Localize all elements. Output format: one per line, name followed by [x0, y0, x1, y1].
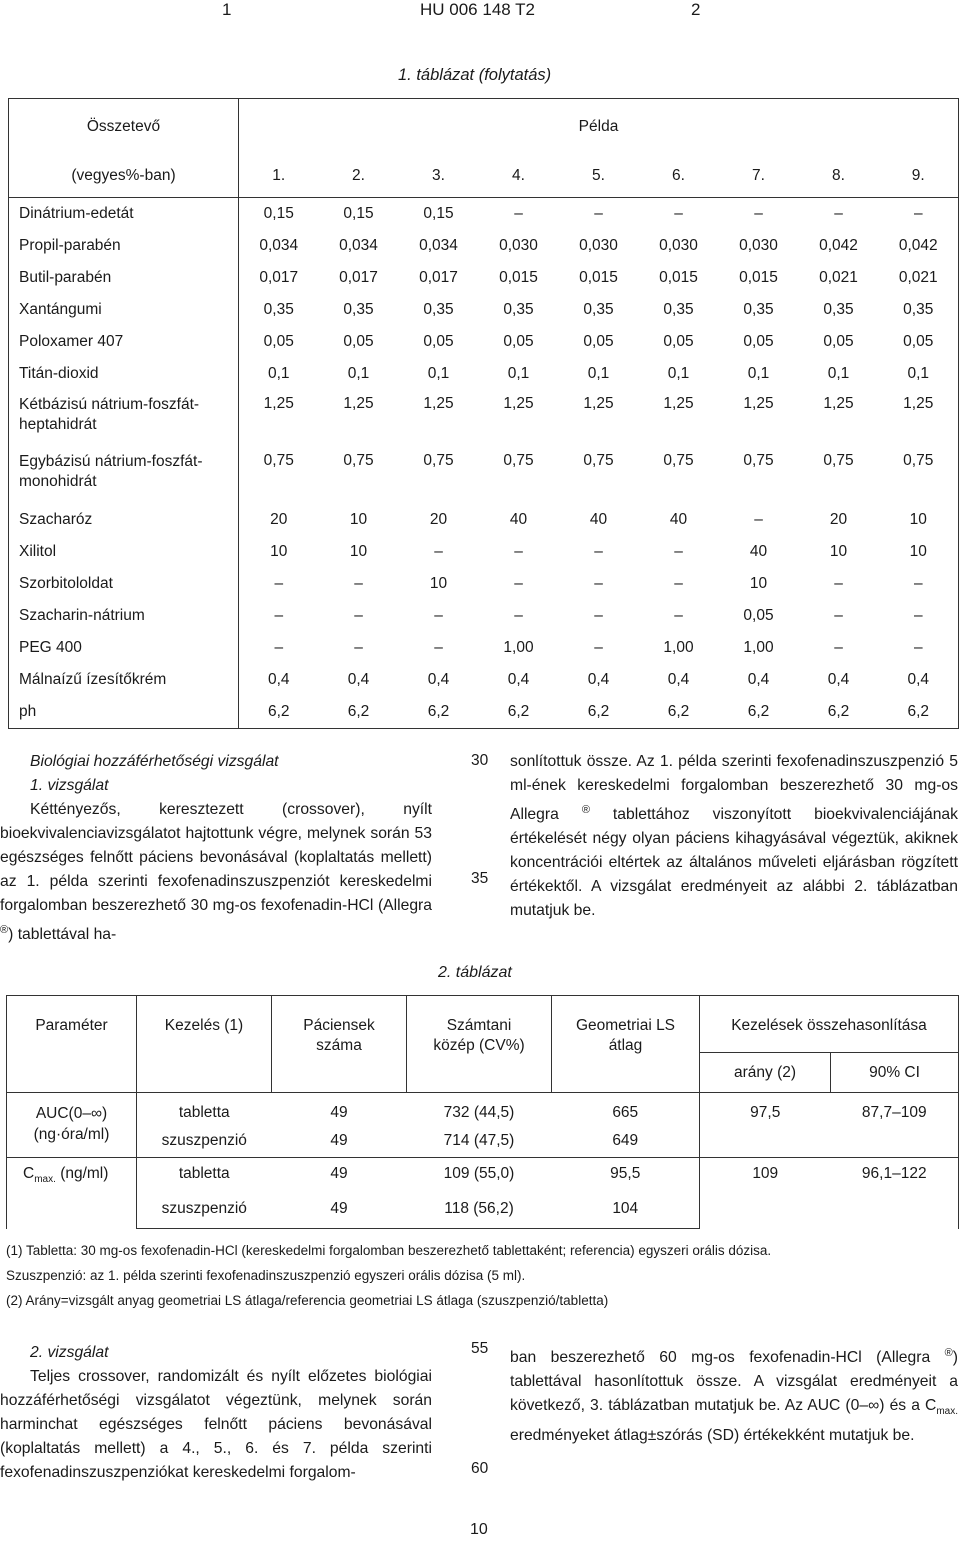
table-cell: 0,75 — [423, 452, 454, 469]
table-cell: 6,2 — [719, 696, 799, 729]
auc-label: AUC(0–∞) (ng·óra/ml) — [7, 1093, 137, 1158]
table-cell: 1,25 — [823, 395, 854, 412]
ratio-header: arány (2) — [700, 1053, 831, 1093]
ingredient-name: Málnaízű ízesítőkrém — [9, 664, 239, 696]
table-cell: 40 — [749, 543, 768, 560]
footnote-1b: Szuszpenzió: az 1. példa szerinti fexofenadinszuszpenzió egyszeri orális dózisa (5 ml). — [6, 1268, 526, 1283]
table-row — [9, 504, 959, 536]
table-cell: – — [754, 205, 763, 222]
table-cell: 0,4 — [879, 664, 959, 696]
table-cell: 0,017 — [259, 269, 299, 286]
section1-subheading: 1. vizsgálat — [30, 777, 109, 794]
table-cell: 1,00 — [663, 639, 694, 656]
table-cell: 0,1 — [667, 365, 690, 382]
table-cell: 6,2 — [239, 696, 319, 729]
table-cell: 1,25 — [343, 395, 374, 412]
table-cell: – — [354, 575, 363, 592]
table-cell: 1,25 — [263, 395, 294, 412]
table-cell: 0,030 — [739, 237, 778, 254]
ingredient-column-header: Összetevő — [9, 99, 239, 155]
table-cell: – — [674, 607, 683, 624]
arithmetic-mean-header: Számtani közép (CV%) — [407, 996, 552, 1093]
ci-header: 90% CI — [831, 1053, 959, 1093]
table-cell: 0,05 — [503, 333, 534, 350]
table-row — [9, 358, 959, 390]
table-cell: – — [514, 575, 523, 592]
example-number-header: 2. — [319, 154, 399, 198]
table-cell: 732 (44,5) — [407, 1093, 552, 1125]
table-cell: 0,1 — [587, 365, 610, 382]
param-header: Paraméter — [7, 996, 137, 1093]
table-cell: 95,5 — [552, 1158, 700, 1191]
section2-left-column — [0, 1341, 432, 1485]
example-group-header: Példa — [239, 99, 959, 155]
table-cell: 6,2 — [479, 696, 559, 729]
table-cell: 1,25 — [583, 395, 614, 412]
line-number-60: 60 — [471, 1460, 489, 1477]
table-cell: – — [674, 575, 683, 592]
table-cell: 49 — [272, 1093, 407, 1125]
table-cell: 0,4 — [827, 671, 850, 688]
table-cell: 6,2 — [639, 696, 719, 729]
table-cell: 10 — [879, 504, 959, 536]
table-cell: 0,05 — [663, 333, 694, 350]
table-cell: – — [674, 205, 683, 222]
table-cell: 0,034 — [339, 237, 378, 254]
table-cell: 649 — [552, 1125, 700, 1158]
table-cell: 49 — [330, 1131, 348, 1149]
example-number-header: 8. — [799, 154, 879, 198]
table-cell: 0,4 — [587, 671, 610, 688]
table-cell: – — [594, 607, 603, 624]
cmax-label: $C_{max.}$ (ng/ml) — [7, 1158, 137, 1229]
table-cell: 0,034 — [419, 237, 458, 254]
table-row — [9, 198, 959, 231]
table-cell: 10 — [429, 575, 448, 592]
table-cell: 10 — [349, 511, 368, 528]
table-cell: – — [879, 632, 959, 664]
table-cell: 0,05 — [263, 333, 294, 350]
table-cell: 1,25 — [503, 395, 534, 412]
line-number-35: 35 — [471, 870, 489, 887]
table-cell: 6,2 — [559, 696, 639, 729]
table-cell: 109 — [700, 1158, 831, 1229]
table-cell: 10 — [879, 536, 959, 568]
table-cell: 87,7–109 — [831, 1093, 959, 1158]
table-cell: 665 — [552, 1093, 700, 1125]
table-cell: – — [514, 543, 523, 560]
table-row — [9, 230, 959, 262]
table-cell: 0,05 — [343, 333, 374, 350]
example-number-header: 1. — [239, 154, 319, 198]
table-cell: 0,15 — [423, 205, 454, 222]
table-row — [9, 536, 959, 568]
table-cell: 0,4 — [747, 671, 770, 688]
example-number-header: 9. — [879, 154, 959, 198]
table-row — [9, 326, 959, 358]
table-cell: szuszpenzió — [161, 1131, 247, 1149]
ingredient-name: Titán-dioxid — [9, 358, 239, 390]
table-cell: 0,75 — [823, 452, 854, 469]
table-cell: 0,030 — [659, 237, 698, 254]
table-cell: 0,35 — [263, 301, 294, 318]
table-cell: 1,25 — [743, 395, 774, 412]
table-cell: 0,35 — [823, 301, 854, 318]
ingredient-name: Propil-parabén — [9, 230, 239, 262]
table-cell: 0,042 — [879, 230, 959, 262]
page-number: 10 — [470, 1521, 488, 1538]
table-cell: 0,75 — [263, 452, 294, 469]
table-cell: 0,75 — [343, 452, 374, 469]
treatment-header: Kezelés (1) — [137, 996, 272, 1093]
table-cell: 0,35 — [663, 301, 694, 318]
comparison-header: Kezelések összehasonlítása — [700, 996, 959, 1053]
table-cell: 0,35 — [743, 301, 774, 318]
table-row — [9, 696, 959, 729]
table-cell: – — [274, 607, 284, 624]
table-row — [9, 600, 959, 632]
table-cell: 10 — [829, 543, 848, 560]
table-cell: 0,75 — [583, 452, 614, 469]
table-cell: – — [834, 205, 843, 222]
table-cell: 109 (55,0) — [407, 1158, 552, 1191]
table-cell: 0,75 — [663, 452, 694, 469]
ingredient-name: Xantángumi — [9, 294, 239, 326]
example-number-header: 7. — [719, 154, 799, 198]
table-cell: – — [879, 568, 959, 600]
table-cell: 0,05 — [743, 607, 774, 624]
table-cell: 10 — [270, 543, 288, 560]
table-cell: 104 — [552, 1191, 700, 1229]
table-cell: 49 — [272, 1191, 407, 1229]
ingredient-name: Szorbitololdat — [9, 568, 239, 600]
table-cell: 6,2 — [319, 696, 399, 729]
table-cell: – — [674, 543, 683, 560]
table-cell: 1,00 — [503, 639, 534, 656]
table-cell: 0,05 — [423, 333, 454, 350]
section1-left-paragraph: Kéttényezős, keresztezett (crossover), nyílt bioekvivalenciavizsgálatot hajtottunk végre, melynek során 53 egészséges felnőtt páciens bevonásával (koplaltatás mellett) az 1. példa szerinti fexofenadinszuszpenziót kereskedelmi forgalomban beszerezhető 30 mg-os fexofenadin-HCl (Allegra ®) tablettával ha- — [0, 801, 432, 944]
table-cell: 0,1 — [827, 365, 850, 382]
table-cell: 0,1 — [507, 365, 530, 382]
table-cell: 0,015 — [499, 269, 538, 286]
table-cell: – — [514, 607, 523, 624]
table-cell: 0,4 — [507, 671, 530, 688]
table-cell: 0,017 — [339, 269, 378, 286]
table-row — [9, 294, 959, 326]
table-cell: 97,5 — [700, 1093, 831, 1158]
table-cell: 0,034 — [259, 237, 299, 254]
table-cell: 0,75 — [743, 452, 774, 469]
table-cell: 0,021 — [819, 269, 858, 286]
ingredient-name: Kétbázisú nátrium-foszfát-heptahidrát — [9, 390, 239, 447]
table-cell: 0,1 — [267, 365, 290, 382]
header-left-number: 1 — [222, 0, 232, 19]
table-row — [9, 262, 959, 294]
table-cell: – — [594, 639, 603, 656]
example-number-header: 5. — [559, 154, 639, 198]
table-cell: – — [879, 600, 959, 632]
table-cell: 0,05 — [583, 333, 614, 350]
table-cell: 0,1 — [747, 365, 770, 382]
table-cell: 0,021 — [879, 262, 959, 294]
table-cell: 0,015 — [659, 269, 698, 286]
example-number-header: 3. — [399, 154, 479, 198]
table-cell: 20 — [829, 511, 848, 528]
table-cell: 0,030 — [579, 237, 618, 254]
table-cell: – — [879, 198, 959, 231]
patient-count-header: Páciensek száma — [272, 996, 407, 1093]
example-number-header: 6. — [639, 154, 719, 198]
section1-right-column — [510, 750, 958, 923]
table-cell: – — [594, 575, 603, 592]
table2-title: 2. táblázat — [438, 964, 512, 981]
example-number-header: 4. — [479, 154, 559, 198]
table-cell: – — [354, 639, 363, 656]
table-cell: 0,4 — [427, 671, 450, 688]
table-cell: 20 — [429, 511, 448, 528]
ingredient-name: ph — [9, 696, 239, 729]
geometric-mean-header: Geometriai LS átlag — [552, 996, 700, 1093]
section2-left-paragraph: Teljes crossover, randomizált és nyílt előzetes biológiai hozzáférhetőségi vizsgálatot végeztünk, melynek során harminchat egészséges felnőtt páciens bevonásával (koplaltatás mellett) a 4., 5., 6. és 7. példa szerinti fexofenadinszuszpenziókat kereskedelmi forgalom- — [0, 1368, 432, 1481]
table-cell: – — [514, 205, 523, 222]
line-number-30: 30 — [471, 752, 489, 769]
ingredient-name: Poloxamer 407 — [9, 326, 239, 358]
ingredient-unit-header: (vegyes%-ban) — [9, 154, 239, 198]
table-cell: – — [274, 575, 284, 592]
table-cell: 118 (56,2) — [407, 1191, 552, 1229]
table-row — [9, 390, 959, 447]
ingredient-name: Xilitol — [9, 536, 239, 568]
table-cell: 49 — [272, 1158, 407, 1191]
table-cell: 0,15 — [343, 205, 374, 222]
table-cell: 6,2 — [799, 696, 879, 729]
footnote-2: (2) Arány=vizsgált anyag geometriai LS átlaga/referencia geometriai LS átlaga (szuszpenzió/tabletta) — [6, 1293, 609, 1308]
table-cell: 20 — [270, 511, 288, 528]
table-cell: szuszpenzió — [137, 1191, 272, 1229]
table-cell: – — [594, 543, 603, 560]
line-number-55: 55 — [471, 1340, 489, 1357]
table-cell: 0,05 — [743, 333, 774, 350]
section2-right-column — [510, 1341, 958, 1448]
table-cell: 40 — [589, 511, 608, 528]
table-cell: 0,35 — [423, 301, 454, 318]
section1-heading: Biológiai hozzáférhetőségi vizsgálat — [30, 753, 279, 770]
table-cell: – — [594, 205, 603, 222]
table-row — [9, 664, 959, 696]
table-cell: – — [274, 639, 284, 656]
table-cell: 0,1 — [427, 365, 450, 382]
table-cell: 1,00 — [743, 639, 774, 656]
table-cell: 0,75 — [879, 447, 959, 504]
table-cell: – — [434, 639, 443, 656]
table-cell: 1,25 — [879, 390, 959, 447]
table-cell: 0,4 — [347, 671, 370, 688]
table-cell: 0,35 — [583, 301, 614, 318]
ingredient-name: Szacharóz — [9, 504, 239, 536]
table-cell: 0,35 — [503, 301, 534, 318]
table-cell: – — [834, 607, 843, 624]
table-cell: 0,75 — [503, 452, 534, 469]
table-cell: 10 — [749, 575, 768, 592]
table-cell: 0,35 — [879, 294, 959, 326]
table-cell: 0,4 — [667, 671, 690, 688]
header-right-number: 2 — [691, 0, 701, 19]
table-cell: 96,1–122 — [831, 1158, 959, 1229]
table-cell: 0,030 — [499, 237, 538, 254]
table-cell: – — [754, 511, 763, 528]
table-cell: 0,4 — [267, 671, 290, 688]
table-cell: 0,015 — [739, 269, 778, 286]
table-cell: – — [354, 607, 363, 624]
table-cell: – — [434, 607, 443, 624]
table-cell: 0,1 — [347, 365, 370, 382]
footnote-1: (1) Tabletta: 30 mg-os fexofenadin-HCl (kereskedelmi forgalomban beszerezhető tablettaként; referencia) egyszeri orális dózisa. — [6, 1243, 772, 1258]
table-cell: 0,15 — [263, 205, 294, 222]
ingredient-name: Szacharin-nátrium — [9, 600, 239, 632]
ingredient-name: PEG 400 — [9, 632, 239, 664]
ingredient-name: Butil-parabén — [9, 262, 239, 294]
table-cell: – — [834, 575, 843, 592]
table-cell: 0,05 — [879, 326, 959, 358]
section1-right-paragraph: sonlítottuk össze. Az 1. példa szerinti fexofenadinszuszpenzió 5 ml-ének kereskedelmi forgalomban beszerezhető 30 mg-os Allegra ® tablettához viszonyított bioekvivalenciájának értékelését négy olyan páciens kihagyásával végeztük, akiknek koncentrációi eltértek az általános műveleti eljárásban rögzített értékektől. A vizsgálat eredményeit az alábbi 2. táblázatban mutatjuk be. — [510, 753, 958, 920]
table-cell: 10 — [349, 543, 368, 560]
ingredient-name: Egybázisú nátrium-foszfát-monohidrát — [9, 447, 239, 504]
table-cell: – — [834, 639, 843, 656]
table-cell: 6,2 — [879, 696, 959, 729]
table-row — [9, 568, 959, 600]
section2-right-paragraph: ban beszerezhető 60 mg-os fexofenadin-HCl (Allegra ®) tablettával hasonlítottuk össze. A vizsgálat eredményeit a következő, 3. táblázatban mutatjuk be. Az AUC (0–∞) és a $C_{max.}$ eredményeket átlag±szórás (SD) értékekként mutatjuk be. — [510, 1347, 958, 1445]
table-cell: – — [434, 543, 443, 560]
table-cell: 714 (47,5) — [443, 1131, 515, 1149]
ingredient-name: Dinátrium-edetát — [9, 198, 239, 231]
header-patent-number: HU 006 148 T2 — [420, 0, 535, 19]
table-cell: 0,017 — [419, 269, 458, 286]
table-cell: 6,2 — [399, 696, 479, 729]
table-cell: tabletta — [137, 1158, 272, 1191]
table-cell: 0,042 — [819, 237, 858, 254]
table-cell: 40 — [669, 511, 688, 528]
table-row — [9, 632, 959, 664]
table-row — [9, 447, 959, 504]
table-cell: 0,015 — [579, 269, 618, 286]
table-cell: 40 — [509, 511, 528, 528]
table-cell: 0,1 — [879, 358, 959, 390]
bioavailability-table — [6, 995, 959, 1229]
table1-title: 1. táblázat (folytatás) — [398, 66, 552, 84]
table-cell: 0,05 — [823, 333, 854, 350]
table-cell: 0,35 — [343, 301, 374, 318]
section2-subheading: 2. vizsgálat — [30, 1344, 109, 1361]
table-cell: 1,25 — [423, 395, 454, 412]
composition-table — [8, 98, 959, 729]
table-cell: tabletta — [137, 1093, 272, 1125]
section1-left-column — [0, 750, 432, 947]
table-cell: 1,25 — [663, 395, 694, 412]
